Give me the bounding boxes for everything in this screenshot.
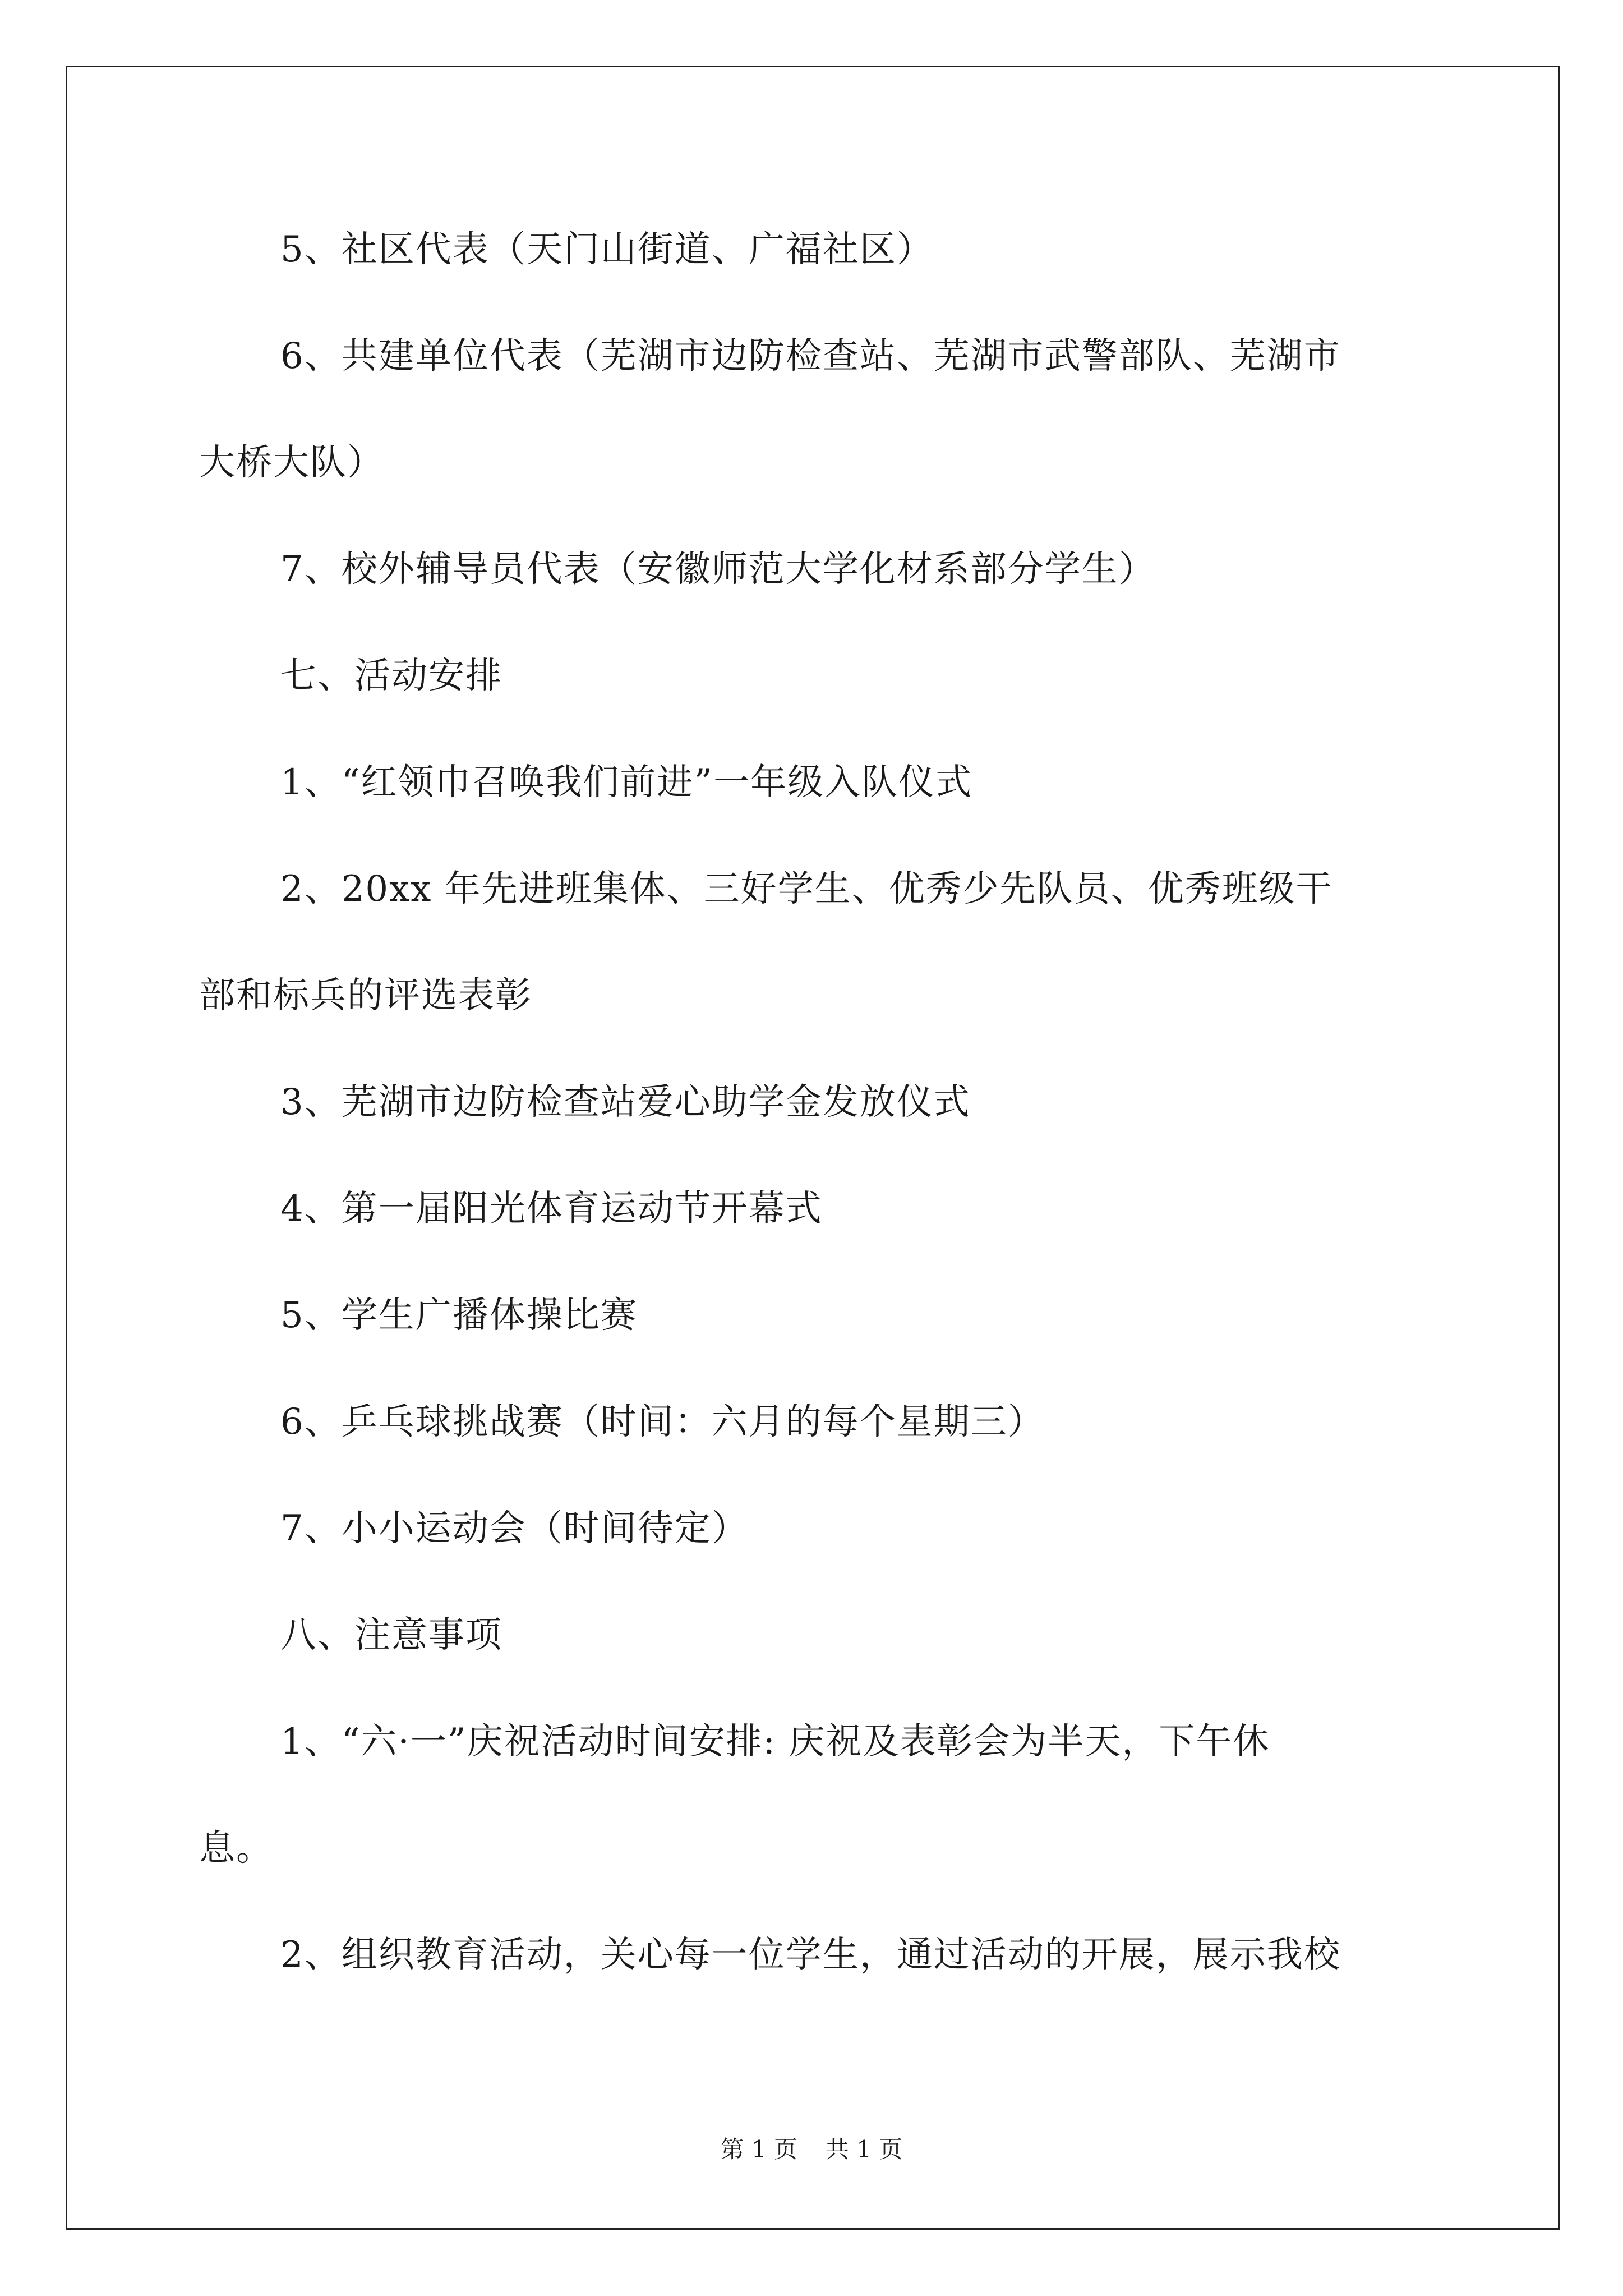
section-heading: 八、注意事项 [280,1614,502,1656]
paragraph-line: 1、“红领巾召唤我们前进”一年级入队仪式 [280,762,973,803]
paragraph-line: 3、芜湖市边防检查站爱心助学金发放仪式 [280,1082,971,1123]
paragraph-line: 2、组织教育活动，关心每一位学生，通过活动的开展，展示我校 [280,1934,1341,1976]
section-heading: 七、活动安排 [280,655,502,697]
paragraph-line: 息。 [199,1828,273,1869]
paragraph-line: 大桥大队） [199,442,384,484]
paragraph-line: 1、“六·一”庆祝活动时间安排: 庆祝及表彰会为半天，下午休 [280,1721,1270,1763]
page-number: 第 1 页 [720,2136,797,2163]
page-total: 共 1 页 [826,2136,903,2163]
paragraph-line: 6、乒乓球挑战赛（时间：六月的每个星期三） [280,1401,1045,1443]
paragraph-line: 7、校外辅导员代表（安徽师范大学化材系部分学生） [280,549,1156,590]
paragraph-line: 4、第一届阳光体育运动节开幕式 [280,1188,823,1230]
paragraph-line: 5、社区代表（天门山街道、广福社区） [280,229,934,270]
paragraph-line: 部和标兵的评选表彰 [199,975,532,1016]
paragraph-line: 6、共建单位代表（芜湖市边防检查站、芜湖市武警部队、芜湖市 [280,335,1341,377]
paragraph-line: 5、学生广播体操比赛 [280,1295,638,1336]
paragraph-line: 2、20xx 年先进班集体、三好学生、优秀少先队员、优秀班级干 [280,868,1333,910]
page-footer [0,2133,1623,2166]
paragraph-line: 7、小小运动会（时间待定） [280,1508,749,1549]
